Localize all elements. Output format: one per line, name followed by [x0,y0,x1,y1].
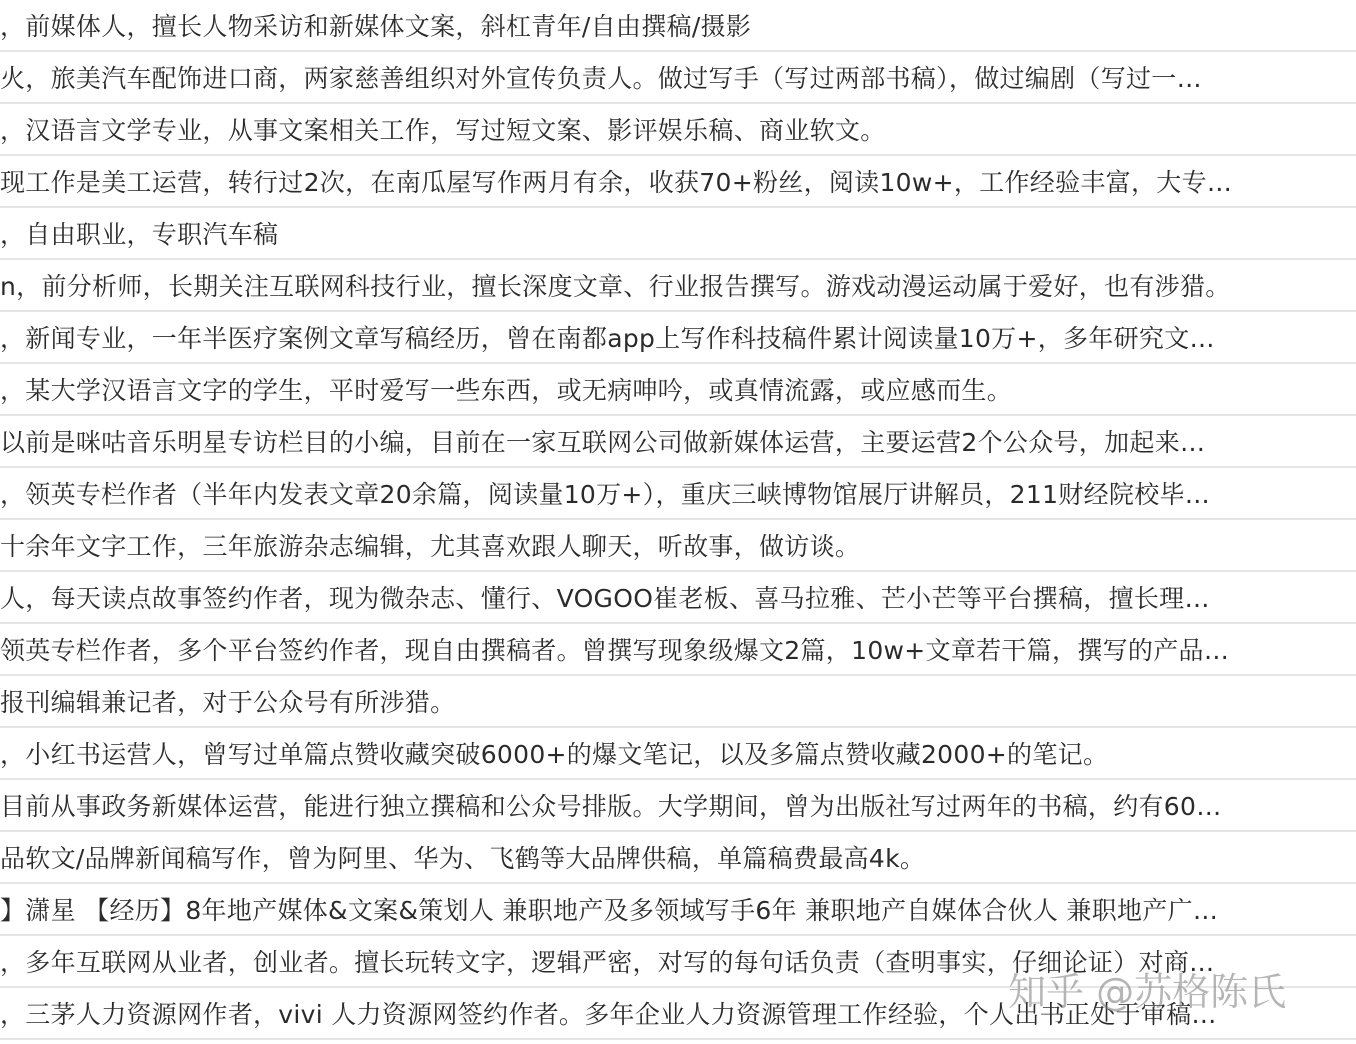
list-item [0,834,1356,884]
list-item-text: ，某大学汉语言文字的学生，平时爱写一些东西，或无病呻吟，或真情流露，或应感而生。 [0,376,1013,405]
list-item [0,418,1356,468]
list-item-text: ，自由职业，专职汽车稿 [0,220,279,249]
list-item-text: 以前是咪咕音乐明星专访栏目的小编，目前在一家互联网公司做新媒体运营，主要运营2个公众号，加起来… [0,428,1206,457]
list-item [0,886,1356,936]
list-item [0,158,1356,208]
list-item [0,366,1356,416]
list-item [0,678,1356,728]
list-item-text: ，汉语言文学专业，从事文案相关工作，写过短文案、影评娱乐稿、商业软文。 [0,116,886,145]
list-item-text: ，前媒体人，擅长人物采访和新媒体文案，斜杠青年/自由撰稿/摄影 [0,12,752,41]
list-item-text: n，前分析师，长期关注互联网科技行业，擅长深度文章、行业报告撰写。游戏动漫运动属于爱好，也有涉猎。 [0,272,1231,301]
list-item-text: 品软文/品牌新闻稿写作，曾为阿里、华为、飞鹤等大品牌供稿，单篇稿费最高4k。 [0,844,926,873]
list-item [0,210,1356,260]
list-item [0,470,1356,520]
watermark: 知乎 @苏格陈氏 [1008,970,1287,1014]
list-item-text: 十余年文字工作，三年旅游杂志编辑，尤其喜欢跟人聊天，听故事，做访谈。 [0,532,861,561]
list-item [0,574,1356,624]
list-item-text: 报刊编辑兼记者，对于公众号有所涉猎。 [0,688,456,717]
list-item-text: 领英专栏作者，多个平台签约作者，现自由撰稿者。曾撰写现象级爆文2篇，10w+文章若干篇，撰写的产品… [0,636,1230,665]
list-item-text: ，领英专栏作者（半年内发表文章20余篇，阅读量10万+），重庆三峡博物馆展厅讲解员，211财经院校毕… [0,480,1211,509]
list-item-text: 】潇星 【经历】8年地产媒体&文案&策划人 兼职地产及多领域写手6年 兼职地产自媒体合伙人 兼职地产广… [0,896,1219,925]
list-item-text: ，新闻专业，一年半医疗案例文章写稿经历，曾在南都app上写作科技稿件累计阅读量10万+，多年研究文… [0,324,1215,353]
list-item [0,730,1356,780]
list-item-text: 人，每天读点故事签约作者，现为微杂志、懂行、VOGOO崔老板、喜马拉雅、芒小芒等平台撰稿，擅长理… [0,584,1210,613]
list-item [0,626,1356,676]
list-item [0,782,1356,832]
list-item-text: ，三茅人力资源网作者，vivi 人力资源网签约作者。多年企业人力资源管理工作经验，个人出书正处于审稿… [0,1000,1217,1029]
list-item [0,2,1356,52]
list-item [0,262,1356,312]
list-item-text: 目前从事政务新媒体运营，能进行独立撰稿和公众号排版。大学期间，曾为出版社写过两年的书稿，约有60… [0,792,1222,821]
list-item [0,522,1356,572]
list-item-text: ，多年互联网从业者，创业者。擅长玩转文字，逻辑严密，对写的每句话负责（查明事实，仔细论证）对商… [0,948,1215,977]
list-item [0,314,1356,364]
list-item-text: ，小红书运营人，曾写过单篇点赞收藏突破6000+的爆文笔记，以及多篇点赞收藏2000+的笔记。 [0,740,1109,769]
list-item-text: 现工作是美工运营，转行过2次，在南瓜屋写作两月有余，收获70+粉丝，阅读10w+，工作经验丰富，大专… [0,168,1233,197]
list-item-text: 火，旅美汽车配饰进口商，两家慈善组织对外宣传负责人。做过写手（写过两部书稿），做过编剧（写过一… [0,64,1202,93]
list-item [0,106,1356,156]
list-item [0,54,1356,104]
